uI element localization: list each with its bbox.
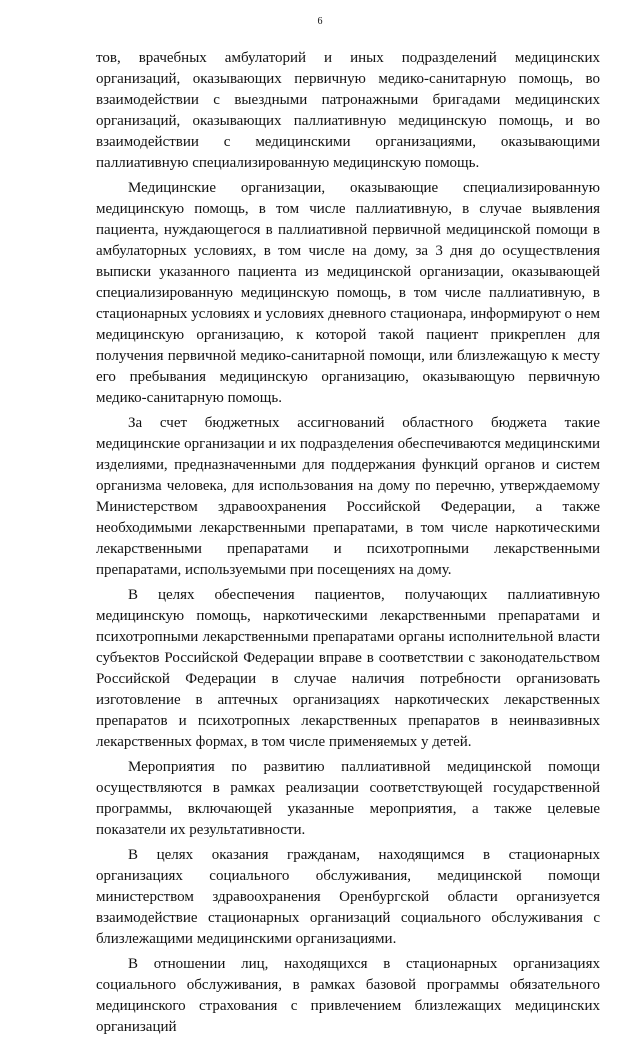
paragraph-budget-funding: За счет бюджетных ассигнований областного бюджета такие медицинские организации и их подразделения обеспечиваются медицинскими изделиями, предназначенными для поддержания функций органов и систем организма человека, для использования на дому по перечню, утверждаемому Министерством здравоохранения Российской Федерации, а также необходимыми лекарственными препаратами, в том числе наркотическими лекарственными препаратами и психотропными лекарственными препаратами, используемыми при посещениях на дому. (96, 415, 600, 578)
paragraph-specialized-care: Медицинские организации, оказывающие специализированную медицинскую помощь, в том числе паллиативную, в случае выявления пациента, нуждающегося в паллиативной первичной медицинской помощи в амбулаторных условиях, в том числе на дому, за 3 дня до осуществления выписки указанного пациента из медицинской организации, оказывающей специализированную медицинскую помощь, в том числе паллиативную, в стационарных условиях и условиях дневного стационара, информируют о нем медицинскую организацию, к которой такой пациент прикреплен для получения первичной медико-санитарной помощи, или близлежащую к месту его пребывания медицинскую организацию, оказывающую первичную медико-санитарную помощь. (96, 180, 600, 406)
paragraph-narcotic-drugs: В целях обеспечения пациентов, получающих паллиативную медицинскую помощь, наркотическими лекарственными препаратами и психотропными лекарственными препаратами органы исполнительной власти субъектов Российской Федерации вправе в соответствии с законодательством Российской Федерации в случае наличия потребности организовать изготовление в аптечных организациях наркотических лекарственных препаратов и психотропных лекарственных препаратов в неинвазивных лекарственных формах, в том числе применяемых у детей. (96, 587, 600, 750)
paragraph-development-measures: Мероприятия по развитию паллиативной медицинской помощи осуществляются в рамках реализации соответствующей государственной программы, включающей указанные мероприятия, а также целевые показатели их результативности. (96, 759, 600, 838)
document-body (96, 48, 600, 1042)
paragraph-social-service-interaction: В целях оказания гражданам, находящимся в стационарных организациях социального обслуживания, медицинской помощи министерством здравоохранения Оренбургской области организуется взаимодействие стационарных организаций социального обслуживания с близлежащими медицинскими организациями. (96, 847, 600, 947)
page-number: 6 (317, 16, 323, 27)
paragraph-continuation: тов, врачебных амбулаторий и иных подразделений медицинских организаций, оказывающих первичную медико-санитарную помощь, во взаимодействии с выездными патронажными бригадами медицинских организаций, оказывающих паллиативную медицинскую помощь, и во взаимодействии с медицинскими организациями, оказывающими паллиативную специализированную медицинскую помощь. (96, 50, 600, 171)
paragraph-social-service-residents: В отношении лиц, находящихся в стационарных организациях социального обслуживания, в рамках базовой программы обязательного медицинского страхования с привлечением близлежащих медицинских организаций (96, 956, 600, 1035)
